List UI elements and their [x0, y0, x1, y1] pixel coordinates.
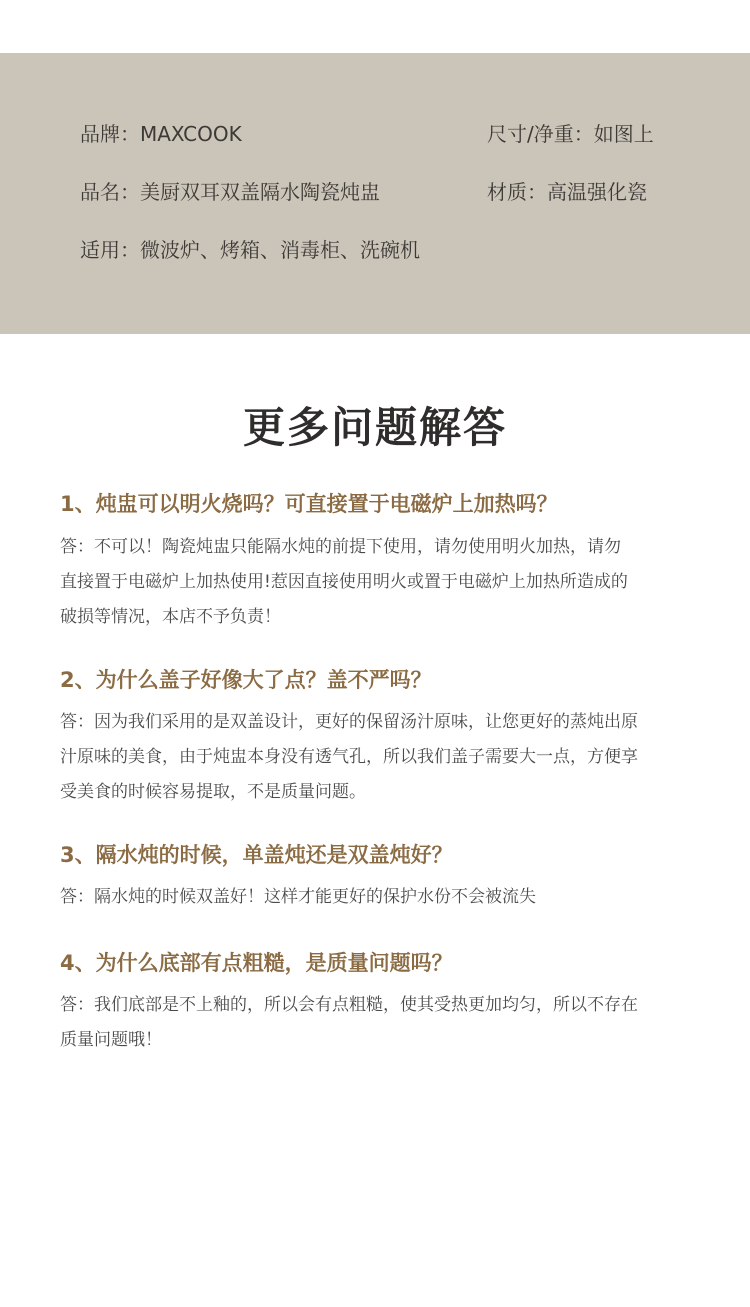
- faq-answer-2: [60, 705, 680, 810]
- faq-answer-line: 答：不可以！陶瓷炖盅只能隔水炖的前提下使用，请勿使用明火加热，请勿: [60, 537, 621, 557]
- faq-answer-1: [60, 530, 680, 635]
- faq-title: 更多问题解答: [242, 403, 507, 452]
- faq-answer-line: 答：因为我们采用的是双盖设计，更好的保留汤汁原味，让您更好的蒸炖出原: [60, 712, 638, 732]
- spec-usage: 适用：微波炉、烤箱、消毒柜、洗碗机: [80, 238, 420, 262]
- faq-answer-4: [60, 988, 680, 1058]
- faq-answer-3: [60, 880, 680, 915]
- faq-question-3: 3、隔水炖的时候，单盖炖还是双盖炖好？: [60, 843, 453, 867]
- faq-answer-line: 答：隔水炖的时候双盖好！这样才能更好的保护水份不会被流失: [60, 887, 536, 907]
- spec-brand: 品牌：MAXCOOK: [80, 122, 242, 146]
- faq-question-1: 1、炖盅可以明火烧吗？可直接置于电磁炉上加热吗？: [60, 492, 558, 516]
- faq-answer-line: 破损等情况，本店不予负责！: [60, 607, 281, 627]
- faq-answer-line: 质量问题哦！: [60, 1030, 162, 1050]
- faq-answer-line: 受美食的时候容易提取，不是质量问题。: [60, 782, 366, 802]
- faq-question-4: 4、为什么底部有点粗糙，是质量问题吗？: [60, 951, 453, 975]
- faq-question-2: 2、为什么盖子好像大了点？盖不严吗？: [60, 668, 432, 692]
- spec-product-name: 品名：美厨双耳双盖隔水陶瓷炖盅: [80, 180, 380, 204]
- faq-answer-line: 汁原味的美食，由于炖盅本身没有透气孔，所以我们盖子需要大一点，方便享: [60, 747, 638, 767]
- spec-size-weight: 尺寸/净重：如图上: [487, 122, 654, 146]
- faq-answer-line: 直接置于电磁炉上加热使用!惹因直接使用明火或置于电磁炉上加热所造成的: [60, 572, 628, 592]
- faq-answer-line: 答：我们底部是不上釉的，所以会有点粗糙，使其受热更加均匀，所以不存在: [60, 995, 638, 1015]
- product-specs-panel: [0, 53, 750, 334]
- spec-material: 材质：高温强化瓷: [487, 180, 647, 204]
